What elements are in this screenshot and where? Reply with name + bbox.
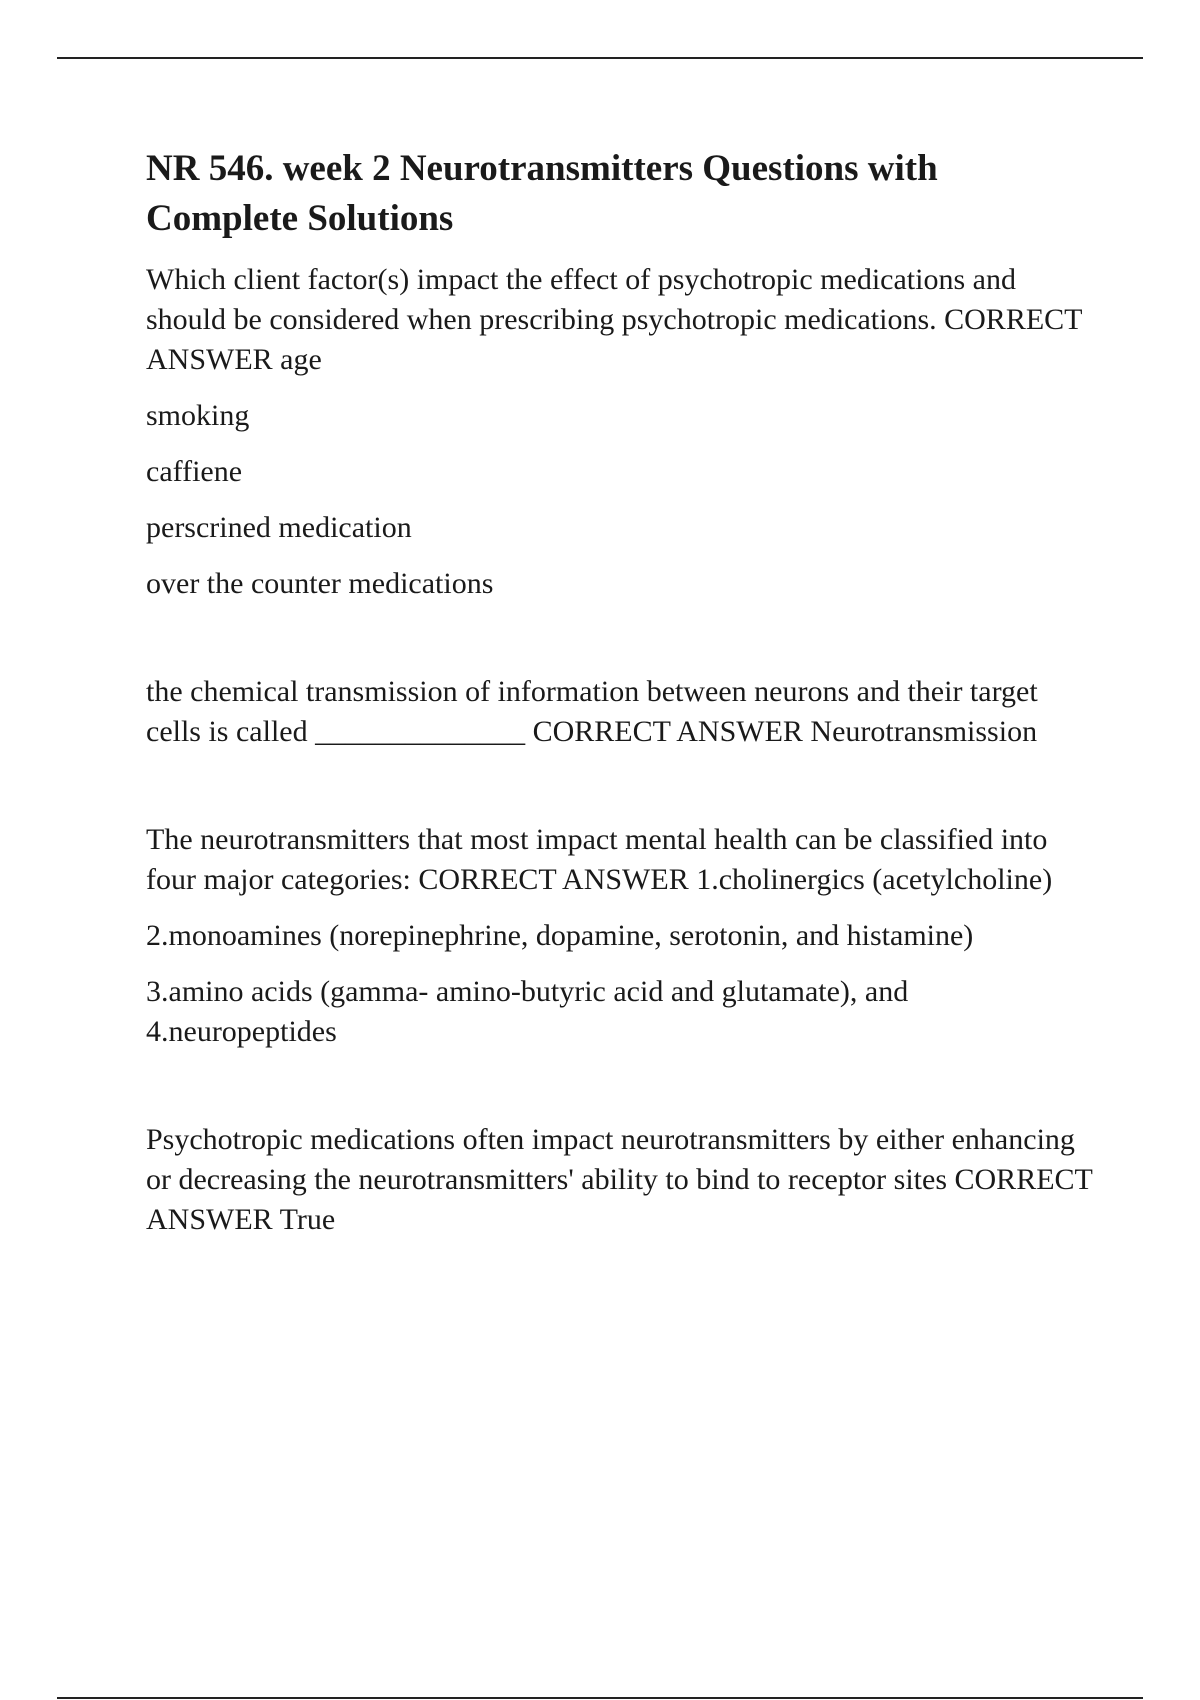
question-text: the chemical transmission of information between neurons and their target cells is called ______________ CORRECT ANSWER Neurotransmission [146, 675, 1038, 748]
answer-item: 3.amino acids (gamma- amino-butyric acid and glutamate), and 4.neuropeptides [146, 975, 909, 1048]
answer-item: over the counter medications [146, 567, 494, 600]
document-body [146, 144, 1096, 1240]
question-text: Psychotropic medications often impact neurotransmitters by either enhancing or decreasing the neurotransmitters' ability to bind to receptor sites CORRECT ANSWER True [146, 1123, 1093, 1236]
document-title: NR 546. week 2 Neurotransmitters Questions with Complete Solutions [146, 148, 938, 239]
question-block-4 [146, 1120, 1096, 1240]
question-text: Which client factor(s) impact the effect of psychotropic medications and should be considered when prescribing psychotropic medications. CORRECT ANSWER age [146, 263, 1082, 376]
top-rule [57, 57, 1143, 59]
answer-item: smoking [146, 399, 250, 432]
bottom-rule [57, 1697, 1143, 1699]
question-block-1 [146, 260, 1096, 604]
question-block-2 [146, 672, 1096, 752]
answer-item: caffiene [146, 455, 243, 488]
question-text: The neurotransmitters that most impact mental health can be classified into four major categories: CORRECT ANSWER 1.cholinergics (acetylcholine) [146, 823, 1053, 896]
answer-item: 2.monoamines (norepinephrine, dopamine, serotonin, and histamine) [146, 919, 974, 952]
answer-item: perscrined medication [146, 511, 412, 544]
question-block-3 [146, 820, 1096, 1052]
